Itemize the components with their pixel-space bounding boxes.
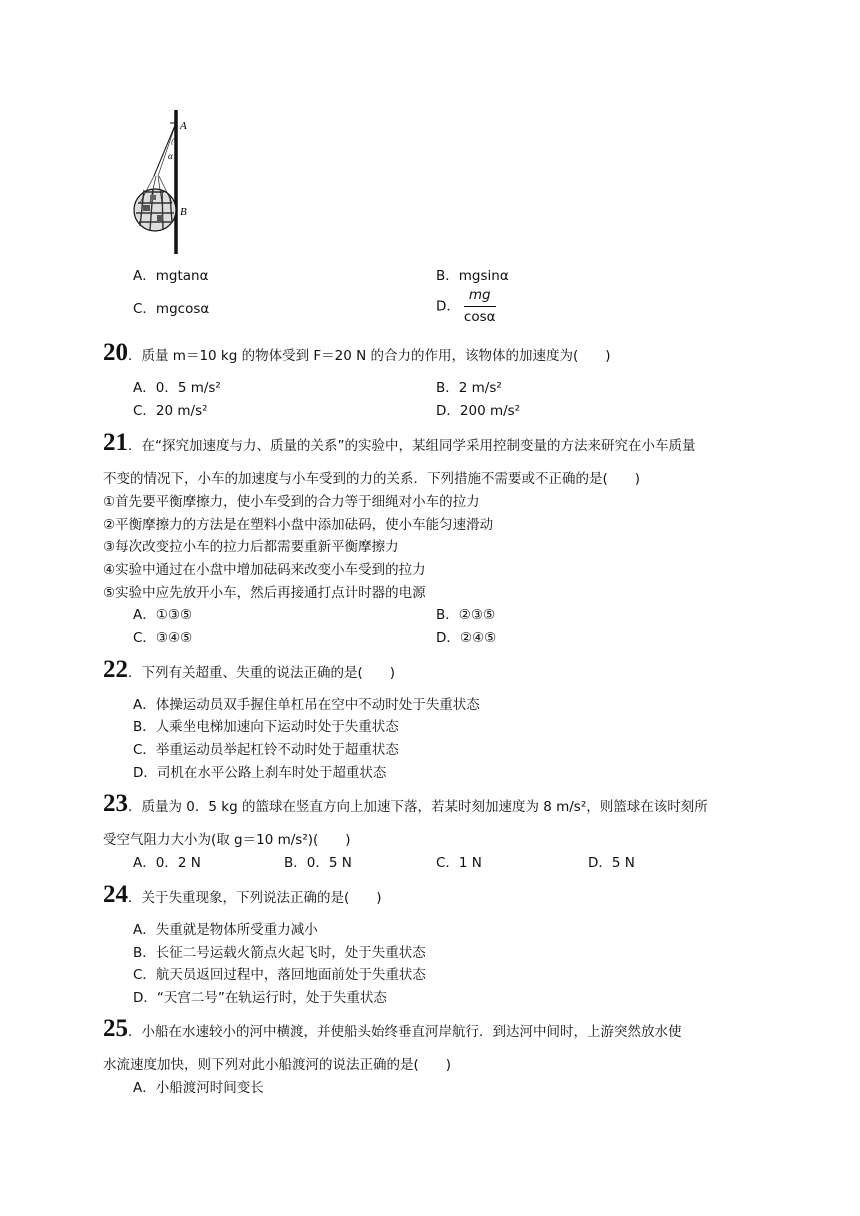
question-number: 22 xyxy=(103,656,128,683)
question-stem-line2: 不变的情况下，小车的加速度与小车受到的力的关系．下列措施不需要或不正确的是( ) xyxy=(103,471,641,487)
q24-option-a: A．失重就是物体所受重力减小 xyxy=(133,922,318,938)
q23-option-d: D．5 N xyxy=(588,855,635,871)
question-23 xyxy=(103,790,708,818)
label-b: B xyxy=(180,206,187,218)
q20-option-d: D．200 m/s² xyxy=(436,403,521,419)
q23-option-c: C．1 N xyxy=(436,855,482,871)
ball-net-diagram xyxy=(128,108,198,258)
ball-on-wall-figure xyxy=(128,108,198,258)
question-stem-line1: ．小船在水速较小的河中横渡，并使船头始终垂直河岸航行．到达河中间时，上游突然放水使 xyxy=(128,1024,682,1040)
question-22 xyxy=(103,656,395,684)
label-a: A xyxy=(180,120,187,132)
question-stem: ．下列有关超重、失重的说法正确的是( ) xyxy=(128,665,396,681)
q19-option-d-prefix: D． xyxy=(436,298,460,315)
q20-option-c: C．20 m/s² xyxy=(133,403,208,419)
q19-option-c: C．mgcosα xyxy=(133,301,210,317)
q21-item-3: ③每次改变拉小车的拉力后都需要重新平衡摩擦力 xyxy=(103,539,399,555)
q22-option-d: D．司机在水平公路上刹车时处于超重状态 xyxy=(133,765,387,781)
label-alpha: α xyxy=(168,151,173,161)
q23-option-a: A．0．2 N xyxy=(133,855,201,871)
q19-option-b: B．mgsinα xyxy=(436,268,509,284)
q21-item-5: ⑤实验中应先放开小车，然后再接通打点计时器的电源 xyxy=(103,585,426,601)
q22-option-b: B．人乘坐电梯加速向下运动时处于失重状态 xyxy=(133,719,399,735)
q24-option-c: C．航天员返回过程中，落回地面前处于失重状态 xyxy=(133,967,426,983)
question-stem-line1: ．质量为 0．5 kg 的篮球在竖直方向上加速下落，若某时刻加速度为 8 m/s²，则篮球在该时刻所 xyxy=(128,799,708,815)
q22-option-c: C．举重运动员举起杠铃不动时处于超重状态 xyxy=(133,742,399,758)
fraction xyxy=(464,287,496,326)
q24-option-d: D．“天宫二号”在轨运行时，处于失重状态 xyxy=(133,990,387,1006)
q24-option-b: B．长征二号运载火箭点火起飞时，处于失重状态 xyxy=(133,945,426,961)
question-25 xyxy=(103,1015,682,1043)
question-number: 20 xyxy=(103,339,128,366)
q21-option-a: A．①③⑤ xyxy=(133,607,193,623)
question-stem: ．关于失重现象，下列说法正确的是( ) xyxy=(128,890,382,906)
question-number: 23 xyxy=(103,790,128,817)
question-20 xyxy=(103,339,611,367)
question-number: 21 xyxy=(103,429,128,456)
q19-option-a: A．mgtanα xyxy=(133,268,209,284)
q21-option-c: C．③④⑤ xyxy=(133,630,193,646)
q21-option-d: D．②④⑤ xyxy=(436,630,497,646)
q21-item-4: ④实验中通过在小盘中增加砝码来改变小车受到的拉力 xyxy=(103,562,426,578)
question-stem-line2: 水流速度加快，则下列对此小船渡河的说法正确的是( ) xyxy=(103,1057,452,1073)
q21-item-2: ②平衡摩擦力的方法是在塑料小盘中添加砝码，使小车能匀速滑动 xyxy=(103,517,494,533)
question-stem: ．质量 m＝10 kg 的物体受到 F＝20 N 的合力的作用，该物体的加速度为( ) xyxy=(128,348,611,364)
q25-option-a: A．小船渡河时间变长 xyxy=(133,1080,264,1096)
question-number: 25 xyxy=(103,1015,128,1042)
q23-option-b: B．0．5 N xyxy=(284,855,352,871)
question-21 xyxy=(103,429,696,457)
q21-item-1: ①首先要平衡摩擦力，使小车受到的合力等于细绳对小车的拉力 xyxy=(103,494,480,510)
q20-option-b: B．2 m/s² xyxy=(436,380,502,396)
fraction-denominator: cosα xyxy=(463,308,496,325)
question-stem-line1: ．在“探究加速度与力、质量的关系”的实验中，某组同学采用控制变量的方法来研究在小车质量 xyxy=(128,438,696,454)
q21-option-b: B．②③⑤ xyxy=(436,607,496,623)
q20-option-a: A．0．5 m/s² xyxy=(133,380,221,396)
q22-option-a: A．体操运动员双手握住单杠吊在空中不动时处于失重状态 xyxy=(133,697,480,713)
q19-option-d xyxy=(436,287,496,326)
question-number: 24 xyxy=(103,881,128,908)
fraction-numerator: mg xyxy=(464,287,496,307)
string-line xyxy=(154,123,176,176)
question-24 xyxy=(103,881,382,909)
question-stem-line2: 受空气阻力大小为(取 g＝10 m/s²)( ) xyxy=(103,832,351,848)
